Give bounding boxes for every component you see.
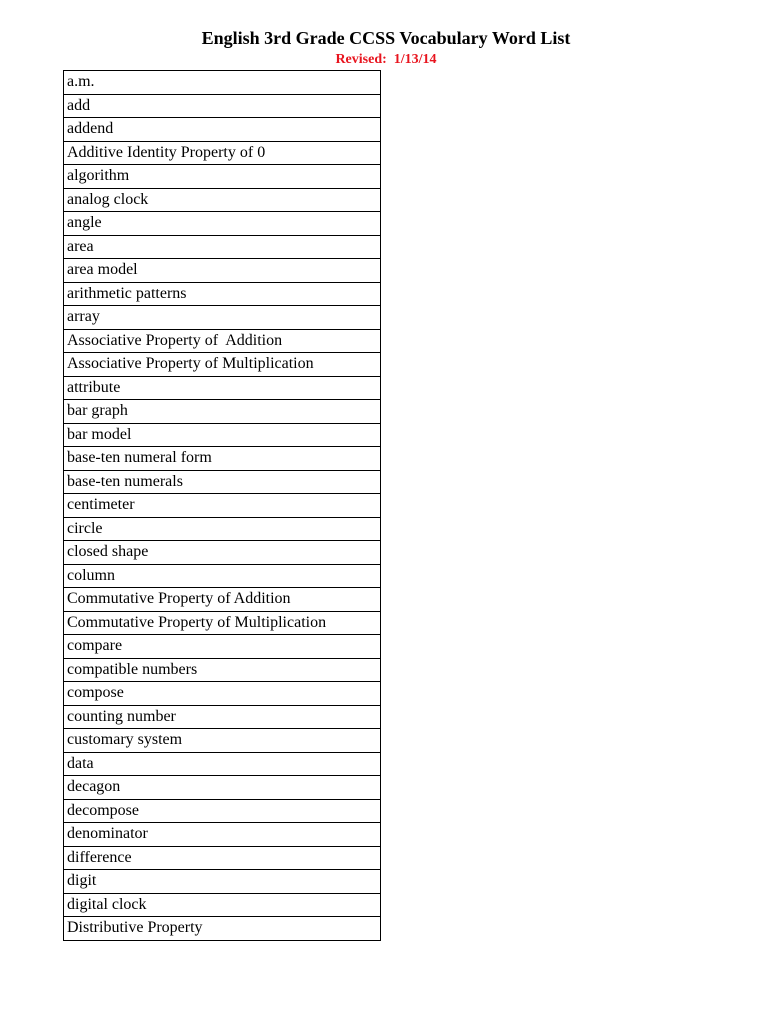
table-row xyxy=(64,823,381,847)
vocabulary-word-cell: addend xyxy=(64,118,381,142)
vocabulary-word-cell: data xyxy=(64,752,381,776)
table-row xyxy=(64,141,381,165)
table-row xyxy=(64,705,381,729)
table-row xyxy=(64,729,381,753)
vocabulary-word-cell: Commutative Property of Multiplication xyxy=(64,611,381,635)
vocabulary-word-cell: Associative Property of Addition xyxy=(64,329,381,353)
vocabulary-word-cell: Distributive Property xyxy=(64,917,381,941)
table-row xyxy=(64,376,381,400)
vocabulary-word-cell: centimeter xyxy=(64,494,381,518)
table-row xyxy=(64,235,381,259)
vocabulary-word-cell: circle xyxy=(64,517,381,541)
revised-date: Revised: 1/13/14 xyxy=(335,52,437,67)
table-row xyxy=(64,118,381,142)
table-row xyxy=(64,447,381,471)
vocabulary-word-cell: area xyxy=(64,235,381,259)
table-row xyxy=(64,799,381,823)
table-row xyxy=(64,893,381,917)
table-row xyxy=(64,494,381,518)
vocabulary-word-cell: difference xyxy=(64,846,381,870)
table-row xyxy=(64,400,381,424)
table-row xyxy=(64,752,381,776)
vocabulary-word-cell: denominator xyxy=(64,823,381,847)
table-row xyxy=(64,541,381,565)
table-row xyxy=(64,94,381,118)
vocabulary-word-cell: algorithm xyxy=(64,165,381,189)
table-row xyxy=(64,329,381,353)
vocabulary-table xyxy=(63,70,381,941)
vocabulary-word-cell: arithmetic patterns xyxy=(64,282,381,306)
vocabulary-table-body xyxy=(64,71,381,941)
vocabulary-word-cell: base-ten numerals xyxy=(64,470,381,494)
table-row xyxy=(64,353,381,377)
vocabulary-word-cell: Commutative Property of Addition xyxy=(64,588,381,612)
table-row xyxy=(64,917,381,941)
vocabulary-word-cell: Associative Property of Multiplication xyxy=(64,353,381,377)
vocabulary-word-cell: digital clock xyxy=(64,893,381,917)
vocabulary-word-cell: attribute xyxy=(64,376,381,400)
vocabulary-word-cell: Additive Identity Property of 0 xyxy=(64,141,381,165)
table-row xyxy=(64,682,381,706)
vocabulary-word-cell: compose xyxy=(64,682,381,706)
table-row xyxy=(64,165,381,189)
table-row xyxy=(64,212,381,236)
vocabulary-word-cell: bar model xyxy=(64,423,381,447)
table-row xyxy=(64,188,381,212)
table-row xyxy=(64,306,381,330)
vocabulary-word-cell: base-ten numeral form xyxy=(64,447,381,471)
table-row xyxy=(64,870,381,894)
vocabulary-word-cell: customary system xyxy=(64,729,381,753)
vocabulary-word-cell: angle xyxy=(64,212,381,236)
table-row xyxy=(64,71,381,95)
vocabulary-word-cell: compatible numbers xyxy=(64,658,381,682)
vocabulary-word-cell: column xyxy=(64,564,381,588)
table-row xyxy=(64,635,381,659)
table-row xyxy=(64,776,381,800)
table-row xyxy=(64,611,381,635)
table-row xyxy=(64,423,381,447)
document-title: English 3rd Grade CCSS Vocabulary Word List xyxy=(201,28,571,48)
vocabulary-word-cell: compare xyxy=(64,635,381,659)
table-row xyxy=(64,588,381,612)
vocabulary-word-cell: array xyxy=(64,306,381,330)
table-row xyxy=(64,259,381,283)
vocabulary-word-cell: bar graph xyxy=(64,400,381,424)
vocabulary-word-cell: a.m. xyxy=(64,71,381,95)
vocabulary-word-cell: analog clock xyxy=(64,188,381,212)
vocabulary-word-cell: counting number xyxy=(64,705,381,729)
vocabulary-word-cell: closed shape xyxy=(64,541,381,565)
vocabulary-word-cell: decagon xyxy=(64,776,381,800)
vocabulary-word-cell: decompose xyxy=(64,799,381,823)
vocabulary-word-cell: add xyxy=(64,94,381,118)
table-row xyxy=(64,564,381,588)
vocabulary-word-cell: digit xyxy=(64,870,381,894)
table-row xyxy=(64,658,381,682)
vocabulary-word-cell: area model xyxy=(64,259,381,283)
table-row xyxy=(64,282,381,306)
table-row xyxy=(64,470,381,494)
table-row xyxy=(64,846,381,870)
table-row xyxy=(64,517,381,541)
